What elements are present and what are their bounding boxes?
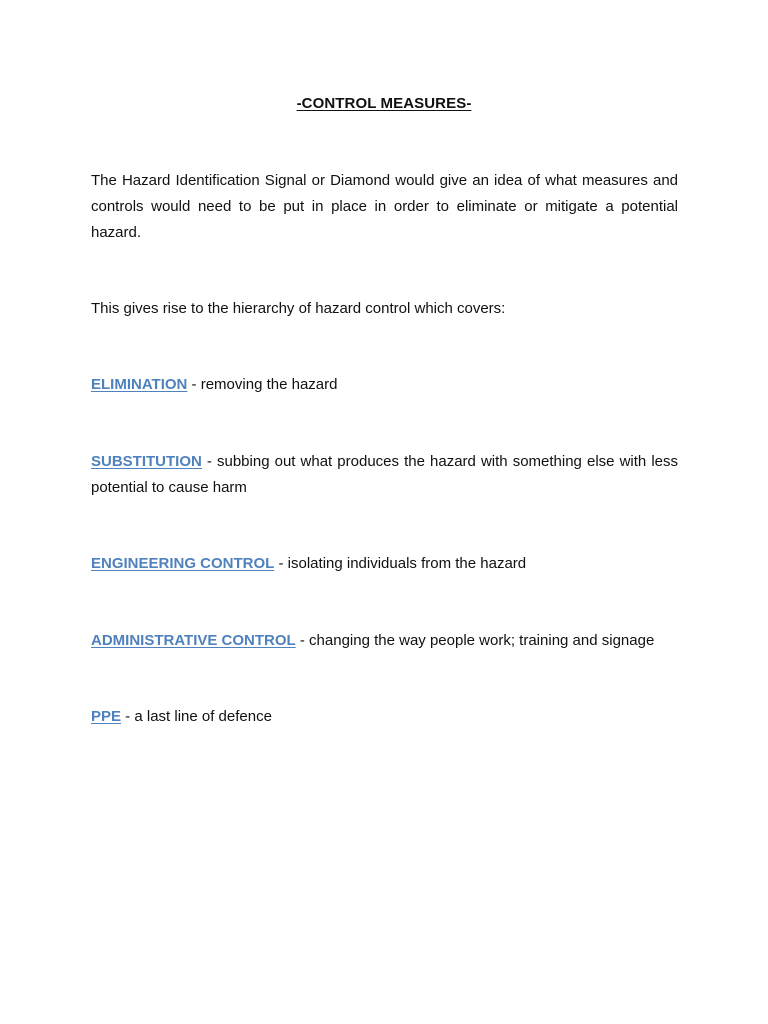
description-administrative-control: - changing the way people work; training and signage	[295, 632, 655, 649]
control-item-elimination	[91, 372, 678, 398]
description-engineering-control: - isolating individuals from the hazard	[274, 555, 527, 572]
document-title: -CONTROL MEASURES-	[296, 95, 472, 112]
control-item-administrative	[91, 628, 678, 654]
description-elimination: - removing the hazard	[187, 376, 338, 393]
term-ppe: PPE	[91, 708, 122, 725]
term-elimination: ELIMINATION	[91, 376, 188, 393]
term-substitution: SUBSTITUTION	[91, 453, 202, 470]
term-engineering-control: ENGINEERING CONTROL	[91, 555, 275, 572]
lead-in-text: This gives rise to the hierarchy of hazard control which covers:	[91, 300, 506, 317]
intro-paragraph: The Hazard Identification Signal or Diamond would give an idea of what measures and controls would need to be put in place in order to eliminate or mitigate a potential hazard.	[91, 172, 678, 241]
control-item-ppe	[91, 704, 678, 730]
description-ppe: - a last line of defence	[121, 708, 272, 725]
term-administrative-control: ADMINISTRATIVE CONTROL	[91, 632, 296, 649]
control-item-substitution	[91, 449, 678, 501]
control-item-engineering	[91, 551, 678, 577]
description-substitution: - subbing out what produces the hazard with something else with less potential to cause harm	[91, 453, 678, 496]
